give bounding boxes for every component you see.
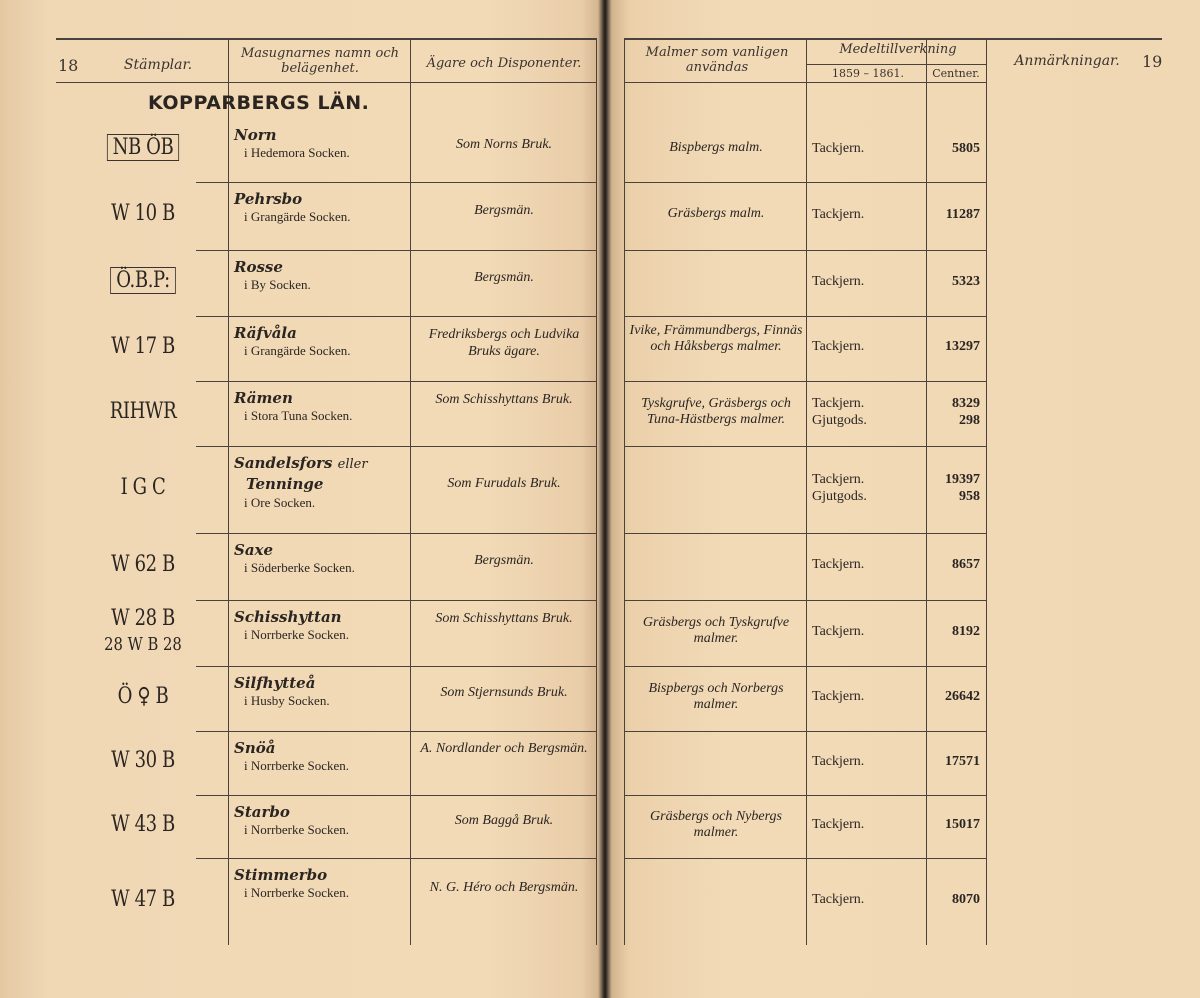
furnace-name-line xyxy=(234,190,406,208)
product-type: Tackjern. xyxy=(812,206,865,222)
rule-line xyxy=(624,250,986,251)
product-list xyxy=(812,273,924,290)
rule-line xyxy=(624,858,986,859)
furnace-name: Norn xyxy=(234,126,277,144)
rule-line xyxy=(624,316,986,317)
furnace-name-line xyxy=(234,739,406,757)
product-list xyxy=(812,140,924,157)
furnace-name: Silfhytteå xyxy=(234,674,316,692)
furnace-entry xyxy=(234,608,406,644)
rule-line xyxy=(56,82,596,83)
furnace-name: Stimmerbo xyxy=(234,866,328,884)
furnace-location: i Husby Socken. xyxy=(244,693,330,708)
owner-text: Som Norns Bruk. xyxy=(455,136,553,152)
owner-text: Som Furudals Bruk. xyxy=(447,476,561,491)
furnace-name-conjunction: eller xyxy=(337,457,368,472)
furnace-location: i Grangärde Socken. xyxy=(244,343,351,358)
rule-line xyxy=(410,38,411,945)
product-type: Tackjern. xyxy=(812,623,865,639)
stamp-text: RIHWR xyxy=(109,398,177,424)
header-period: 1859 – 1861. xyxy=(832,67,904,80)
furnace-location: i Hedemora Socken. xyxy=(244,145,350,160)
furnace-name: Starbo xyxy=(234,803,290,821)
page-number-left: 18 xyxy=(58,56,79,75)
header-owners: Ägare och Disponenter. xyxy=(426,56,582,71)
amount-value: 5323 xyxy=(952,273,980,289)
amount-value: 8657 xyxy=(952,557,980,572)
furnace-entry xyxy=(234,126,406,162)
stamp-mark xyxy=(73,812,212,837)
ores-text: Gräsbergs malm. xyxy=(667,206,765,221)
rule-line xyxy=(624,446,986,447)
rule-line xyxy=(806,64,986,65)
stamp-text: W 43 B xyxy=(111,811,175,837)
stamp-alt-text: 28 W B 28 xyxy=(104,634,182,655)
furnace-entry xyxy=(234,803,406,839)
amount-value: 958 xyxy=(959,488,980,504)
stamp-mark xyxy=(73,552,212,577)
furnace-name-line xyxy=(234,126,406,144)
product-type: Gjutgods. xyxy=(812,488,867,504)
stamp-mark xyxy=(73,748,212,773)
header-production: Medeltillverkning xyxy=(839,42,957,57)
rule-line xyxy=(196,381,596,382)
rule-line xyxy=(986,38,987,945)
furnace-entry xyxy=(234,866,406,902)
rule-line xyxy=(624,38,1162,40)
ores-text: Gräsbergs och Tyskgrufve malmer. xyxy=(642,615,790,646)
stamp-mark xyxy=(73,135,212,160)
furnace-location: i Stora Tuna Socken. xyxy=(244,408,353,423)
rule-line xyxy=(196,600,596,601)
rule-line xyxy=(196,533,596,534)
product-type: Tackjern. xyxy=(812,273,865,289)
rule-line xyxy=(196,446,596,447)
amount-value: 298 xyxy=(959,412,980,428)
rule-line xyxy=(56,38,596,40)
rule-line xyxy=(196,182,596,183)
amount-list xyxy=(928,556,980,573)
rule-line xyxy=(624,182,986,183)
rule-line xyxy=(596,38,597,945)
rule-line xyxy=(624,82,986,83)
stamp-mark xyxy=(73,334,212,359)
amount-list xyxy=(928,140,980,157)
rule-line xyxy=(624,381,986,382)
furnace-entry xyxy=(234,541,406,577)
furnace-location: i Norrberke Socken. xyxy=(244,627,350,642)
product-list xyxy=(812,891,924,908)
stamp-mark xyxy=(73,475,212,500)
stamp-text: W 47 B xyxy=(111,886,175,912)
furnace-entry xyxy=(234,739,406,775)
stamp-text: W 62 B xyxy=(111,551,175,577)
amount-value: 26642 xyxy=(945,689,980,704)
amount-list xyxy=(928,623,980,640)
ores-text: Gräsbergs och Nybergs malmer. xyxy=(650,808,782,840)
stamp-text: W 17 B xyxy=(111,333,175,359)
furnace-name-line xyxy=(234,324,406,342)
furnace-name: Saxe xyxy=(234,541,274,559)
product-type: Tackjern. xyxy=(812,471,865,487)
owner-text: Som Schisshyttans Bruk. xyxy=(435,391,573,407)
furnace-location: i Söderberke Socken. xyxy=(244,560,355,575)
product-list xyxy=(812,556,924,573)
product-list xyxy=(812,395,924,429)
furnace-name-line xyxy=(234,608,406,626)
owner-text: Bergsmän. xyxy=(474,553,534,568)
furnace-entry xyxy=(234,674,406,710)
owner-text: Som Schisshyttans Bruk. xyxy=(435,611,573,626)
furnace-name: Rämen xyxy=(234,389,293,407)
product-type: Tackjern. xyxy=(812,753,865,769)
owner-text: Bergsmän. xyxy=(474,202,534,218)
rule-line xyxy=(624,600,986,601)
furnace-name: Schisshyttan xyxy=(234,608,342,626)
furnace-name-line xyxy=(234,803,406,821)
product-list xyxy=(812,206,924,223)
stamp-text: I G C xyxy=(120,474,166,500)
stamp-text: Ö ♀ B xyxy=(117,683,169,709)
product-list xyxy=(812,623,924,640)
amount-list xyxy=(928,338,980,355)
rule-line xyxy=(624,38,625,945)
owner-text: A. Nordlander och Bergsmän. xyxy=(420,741,588,756)
stamp-mark xyxy=(73,201,212,226)
stamp-mark xyxy=(73,399,212,424)
product-list xyxy=(812,471,924,505)
stamp-text: W 30 B xyxy=(111,748,175,773)
owner-text: Som Stjernsunds Bruk. xyxy=(440,685,568,700)
furnace-name-line xyxy=(234,541,406,559)
stamp-mark xyxy=(73,268,212,293)
amount-value: 19397 xyxy=(945,471,980,487)
amount-list xyxy=(928,688,980,705)
header-stamps: Stämplar. xyxy=(123,57,193,73)
rule-line xyxy=(196,666,596,667)
furnace-location: i Ore Socken. xyxy=(244,495,316,510)
furnace-alt-name: Tenninge xyxy=(246,475,324,493)
header-unit: Centner. xyxy=(932,67,980,80)
furnace-name: Sandelsfors xyxy=(234,454,333,472)
amount-list xyxy=(928,471,980,505)
rule-line xyxy=(196,858,596,859)
furnace-entry xyxy=(234,389,406,425)
book-spine xyxy=(598,0,612,998)
amount-value: 8192 xyxy=(952,623,980,639)
amount-list xyxy=(928,206,980,223)
county-title: KOPPARBERGS LÄN. xyxy=(148,92,370,114)
product-list xyxy=(812,338,924,355)
furnace-location: i Norrberke Socken. xyxy=(244,758,350,773)
amount-value: 15017 xyxy=(945,817,980,832)
furnace-location: i By Socken. xyxy=(244,277,311,292)
rule-line xyxy=(624,795,986,796)
rule-line xyxy=(926,38,927,945)
rule-line xyxy=(196,316,596,317)
furnace-name-line xyxy=(234,866,406,884)
ores-text: Tyskgrufve, Gräsbergs och Tuna-Hästbergs malmer. xyxy=(641,395,791,427)
product-type: Tackjern. xyxy=(812,892,865,907)
rule-line xyxy=(624,731,986,732)
amount-value: 8070 xyxy=(952,892,980,907)
furnace-name: Räfvåla xyxy=(234,324,297,342)
product-type: Gjutgods. xyxy=(812,412,867,428)
furnace-entry xyxy=(234,258,406,294)
product-type: Tackjern. xyxy=(812,395,865,411)
rule-line xyxy=(196,795,596,796)
header-furnace: Masugnarnes namn och belägenhet. xyxy=(240,46,400,76)
page-number-right: 19 xyxy=(1142,52,1163,71)
rule-line xyxy=(196,250,596,251)
ores-text: Bispbergs och Norbergs malmer. xyxy=(648,680,784,712)
header-ores: Malmer som vanligen användas xyxy=(645,45,789,75)
rule-line xyxy=(624,666,986,667)
furnace-location: i Grangärde Socken. xyxy=(244,209,351,224)
ores-text: Ivike, Främmundbergs, Finnäs och Håksbergs malmer. xyxy=(629,322,803,354)
amount-list xyxy=(928,273,980,290)
amount-list xyxy=(928,891,980,908)
owner-text: Bergsmän. xyxy=(474,269,534,285)
product-type: Tackjern. xyxy=(812,140,865,156)
amount-value: 13297 xyxy=(945,339,980,354)
header-remarks: Anmärkningar. xyxy=(1014,53,1120,69)
stamp-text: W 10 B xyxy=(111,201,175,226)
owner-text: N. G. Héro och Bergsmän. xyxy=(429,879,579,895)
stamp-text: W 28 B xyxy=(111,606,175,631)
stamp-mark xyxy=(73,887,212,912)
amount-list xyxy=(928,395,980,429)
furnace-name-line xyxy=(234,454,406,474)
product-list xyxy=(812,753,924,770)
product-list xyxy=(812,816,924,833)
furnace-location: i Norrberke Socken. xyxy=(244,822,350,837)
owner-text: Som Baggå Bruk. xyxy=(454,813,554,828)
product-type: Tackjern. xyxy=(812,339,865,354)
furnace-name-line xyxy=(234,389,406,407)
amount-list xyxy=(928,816,980,833)
product-type: Tackjern. xyxy=(812,689,865,704)
stamp-text: NB ÖB xyxy=(107,134,179,161)
furnace-name: Snöå xyxy=(234,739,276,757)
product-list xyxy=(812,688,924,705)
owner-text: Fredriksbergs och Ludvika Bruks ägare. xyxy=(428,326,580,359)
amount-value: 5805 xyxy=(952,140,980,156)
furnace-name: Rosse xyxy=(234,258,283,276)
amount-value: 11287 xyxy=(945,206,980,222)
ores-text: Bispbergs malm. xyxy=(669,140,763,155)
stamp-mark-alt xyxy=(73,634,212,655)
product-type: Tackjern. xyxy=(812,817,865,832)
furnace-entry xyxy=(234,324,406,360)
stamp-mark xyxy=(73,606,212,631)
rule-line xyxy=(228,38,229,945)
furnace-entry xyxy=(234,454,406,512)
amount-value: 17571 xyxy=(945,753,980,769)
product-type: Tackjern. xyxy=(812,557,865,572)
stamp-text: Ö.B.P: xyxy=(110,267,175,294)
stamp-mark xyxy=(73,684,212,709)
furnace-name-line xyxy=(234,258,406,276)
furnace-entry xyxy=(234,190,406,226)
furnace-name: Pehrsbo xyxy=(234,190,303,208)
amount-list xyxy=(928,753,980,770)
rule-line xyxy=(624,533,986,534)
furnace-location: i Norrberke Socken. xyxy=(244,885,350,900)
amount-value: 8329 xyxy=(952,395,980,411)
rule-line xyxy=(196,731,596,732)
rule-line xyxy=(806,38,807,945)
furnace-name-line xyxy=(234,674,406,692)
